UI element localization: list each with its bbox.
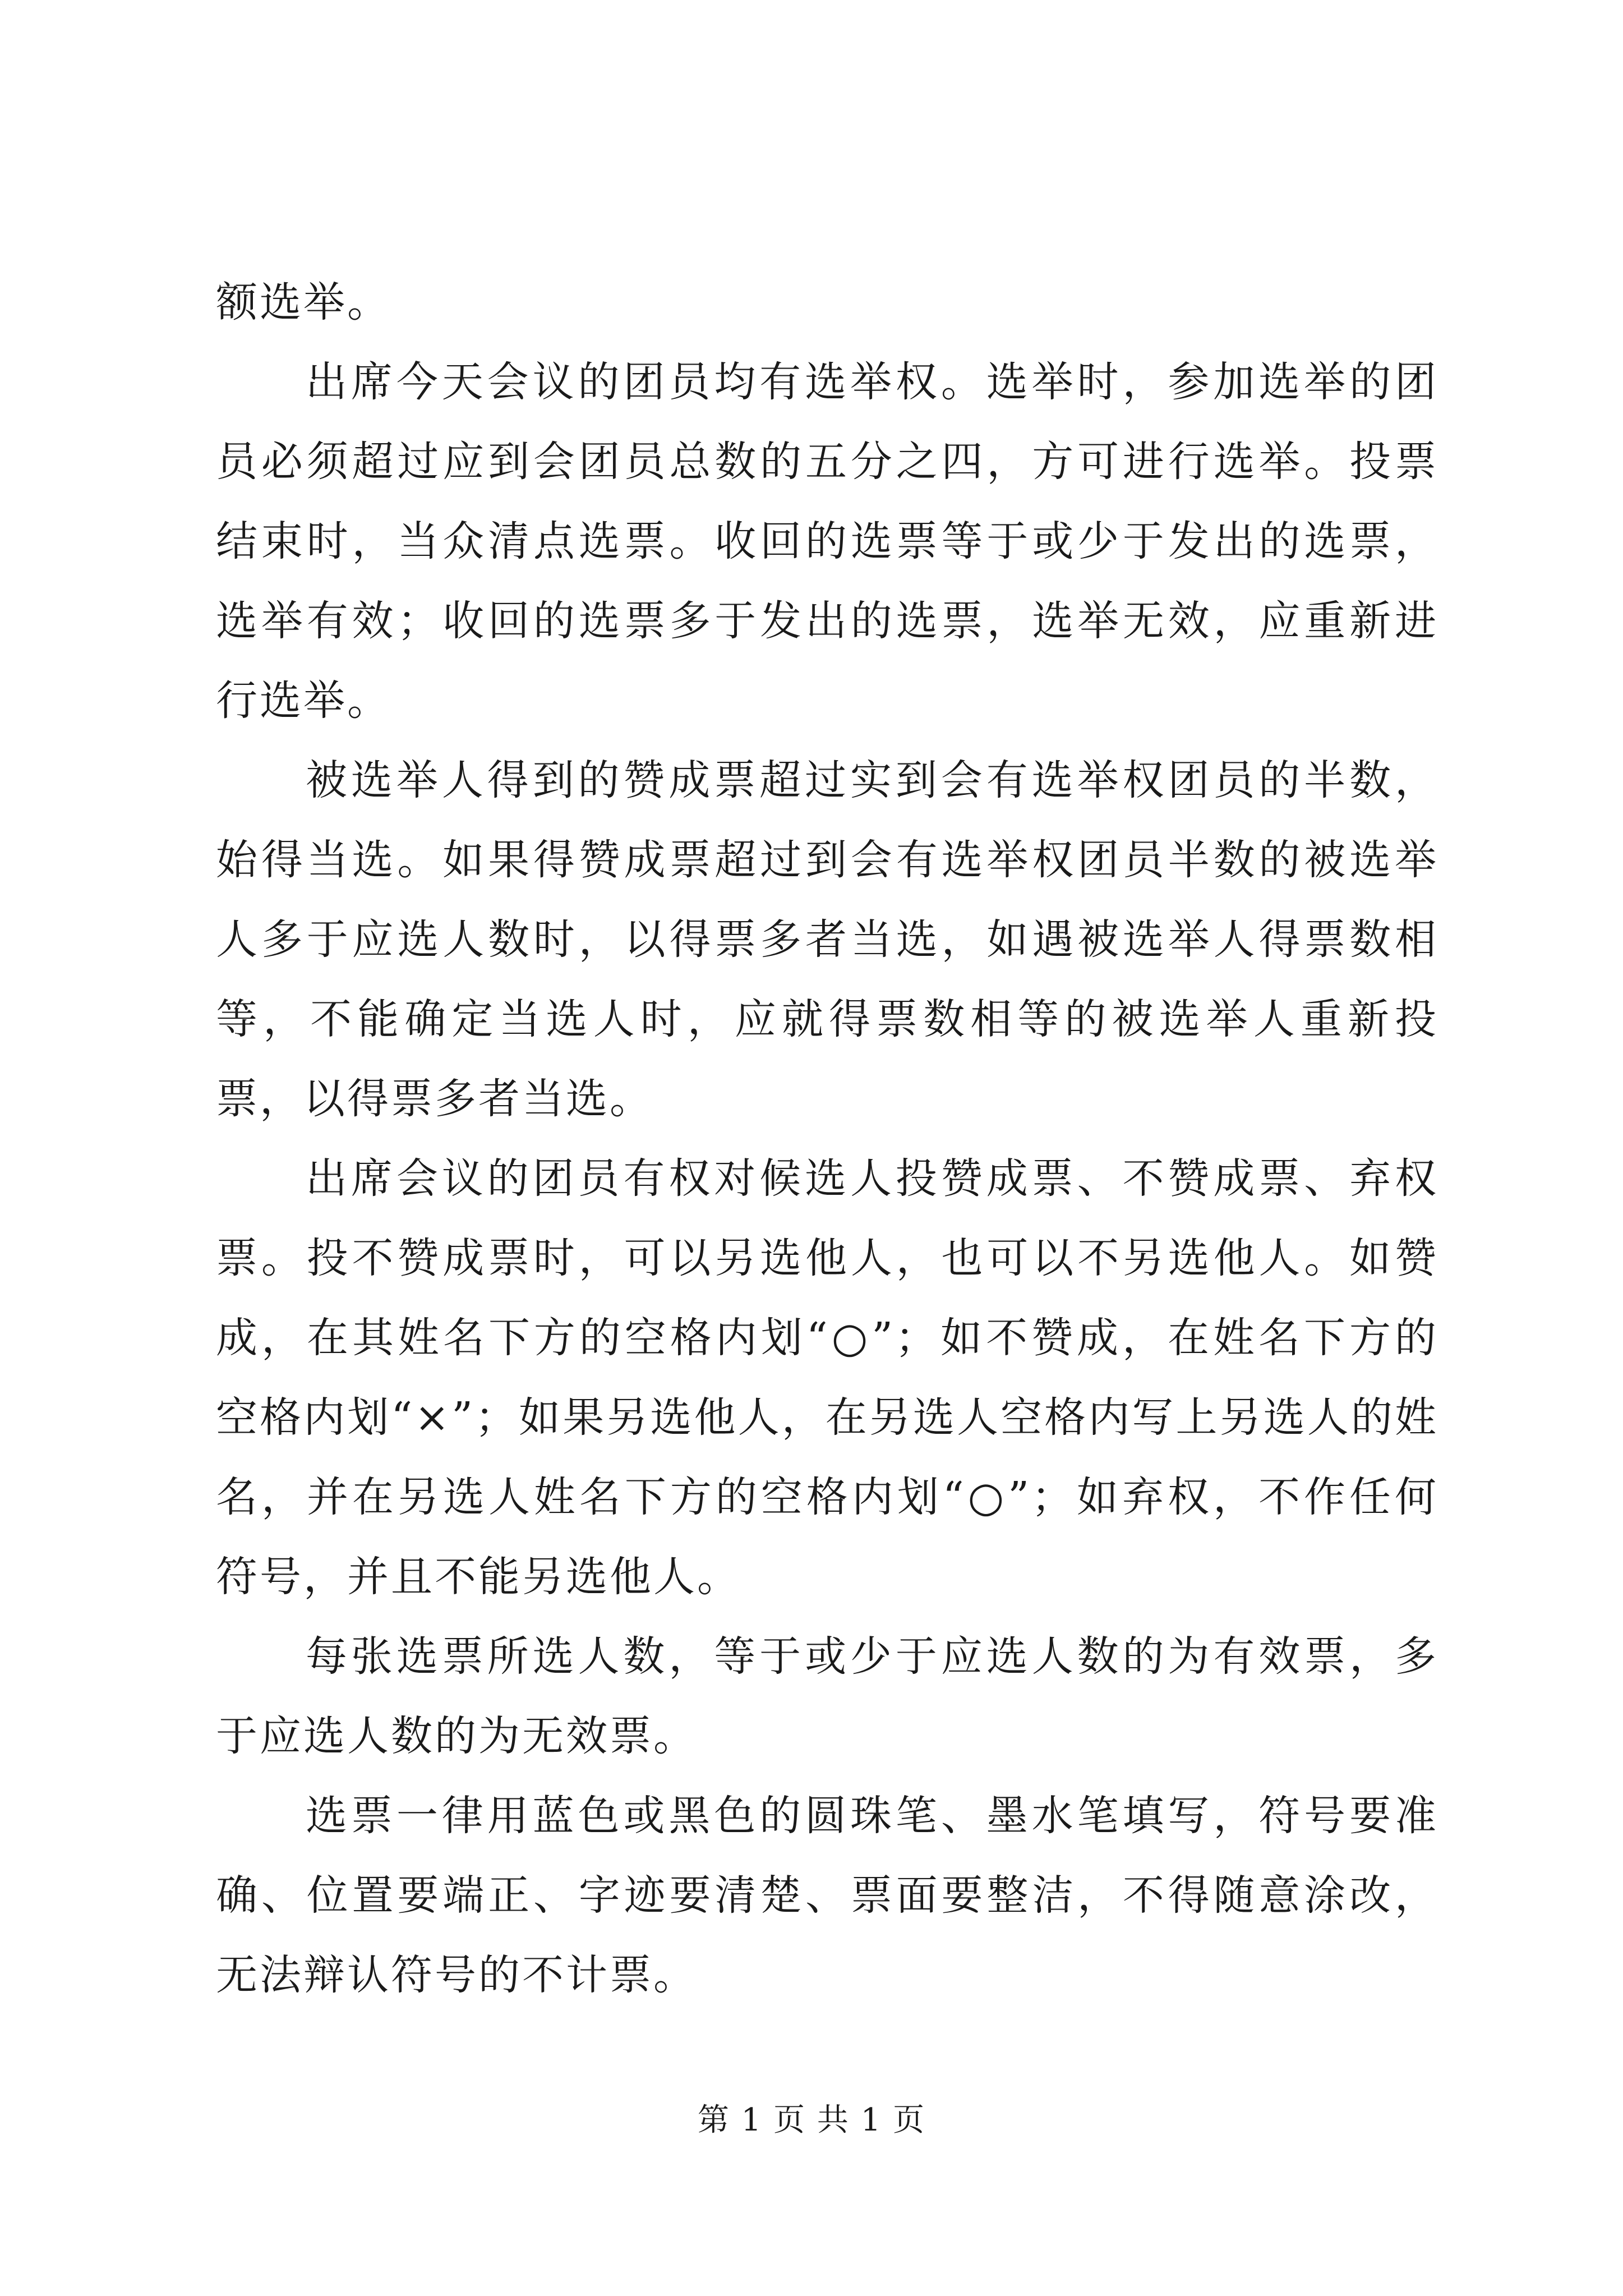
paragraph-3: 被选举人得到的赞成票超过实到会有选举权团员的半数，始得当选。如果得赞成票超过到会有选举权团员半数的被选举人多于应选人数时，以得票多者当选，如遇被选举人得票数相等，不能确定当选人时，应就得票数相等的被选举人重新投票，以得票多者当选。 (216, 756, 1438, 1123)
paragraph-6: 选票一律用蓝色或黑色的圆珠笔、墨水笔填写，符号要准确、位置要端正、字迹要清楚、票面要整洁，不得随意涂改，无法辩认符号的不计票。 (216, 1792, 1438, 1999)
paragraph-2: 出席今天会议的团员均有选举权。选举时，参加选举的团员必须超过应到会团员总数的五分之四，方可进行选举。投票结束时，当众清点选票。收回的选票等于或少于发出的选票，选举有效；收回的选票多于发出的选票，选举无效，应重新进行选举。 (216, 358, 1438, 725)
paragraph-5: 每张选票所选人数，等于或少于应选人数的为有效票，多于应选人数的为无效票。 (216, 1632, 1438, 1760)
paragraph-1: 额选举。 (216, 278, 391, 326)
page-footer: 第 1 页 共 1 页 (697, 2102, 926, 2138)
document-body (216, 263, 1438, 2015)
paragraph-4: 出席会议的团员有权对候选人投赞成票、不赞成票、弃权票。投不赞成票时，可以另选他人，也可以不另选他人。如赞成，在其姓名下方的空格内划“○”；如不赞成，在姓名下方的空格内划“×”；如果另选他人，在另选人空格内写上另选人的姓名，并在另选人姓名下方的空格内划“○”；如弃权，不作任何符号，并且不能另选他人。 (216, 1154, 1438, 1601)
